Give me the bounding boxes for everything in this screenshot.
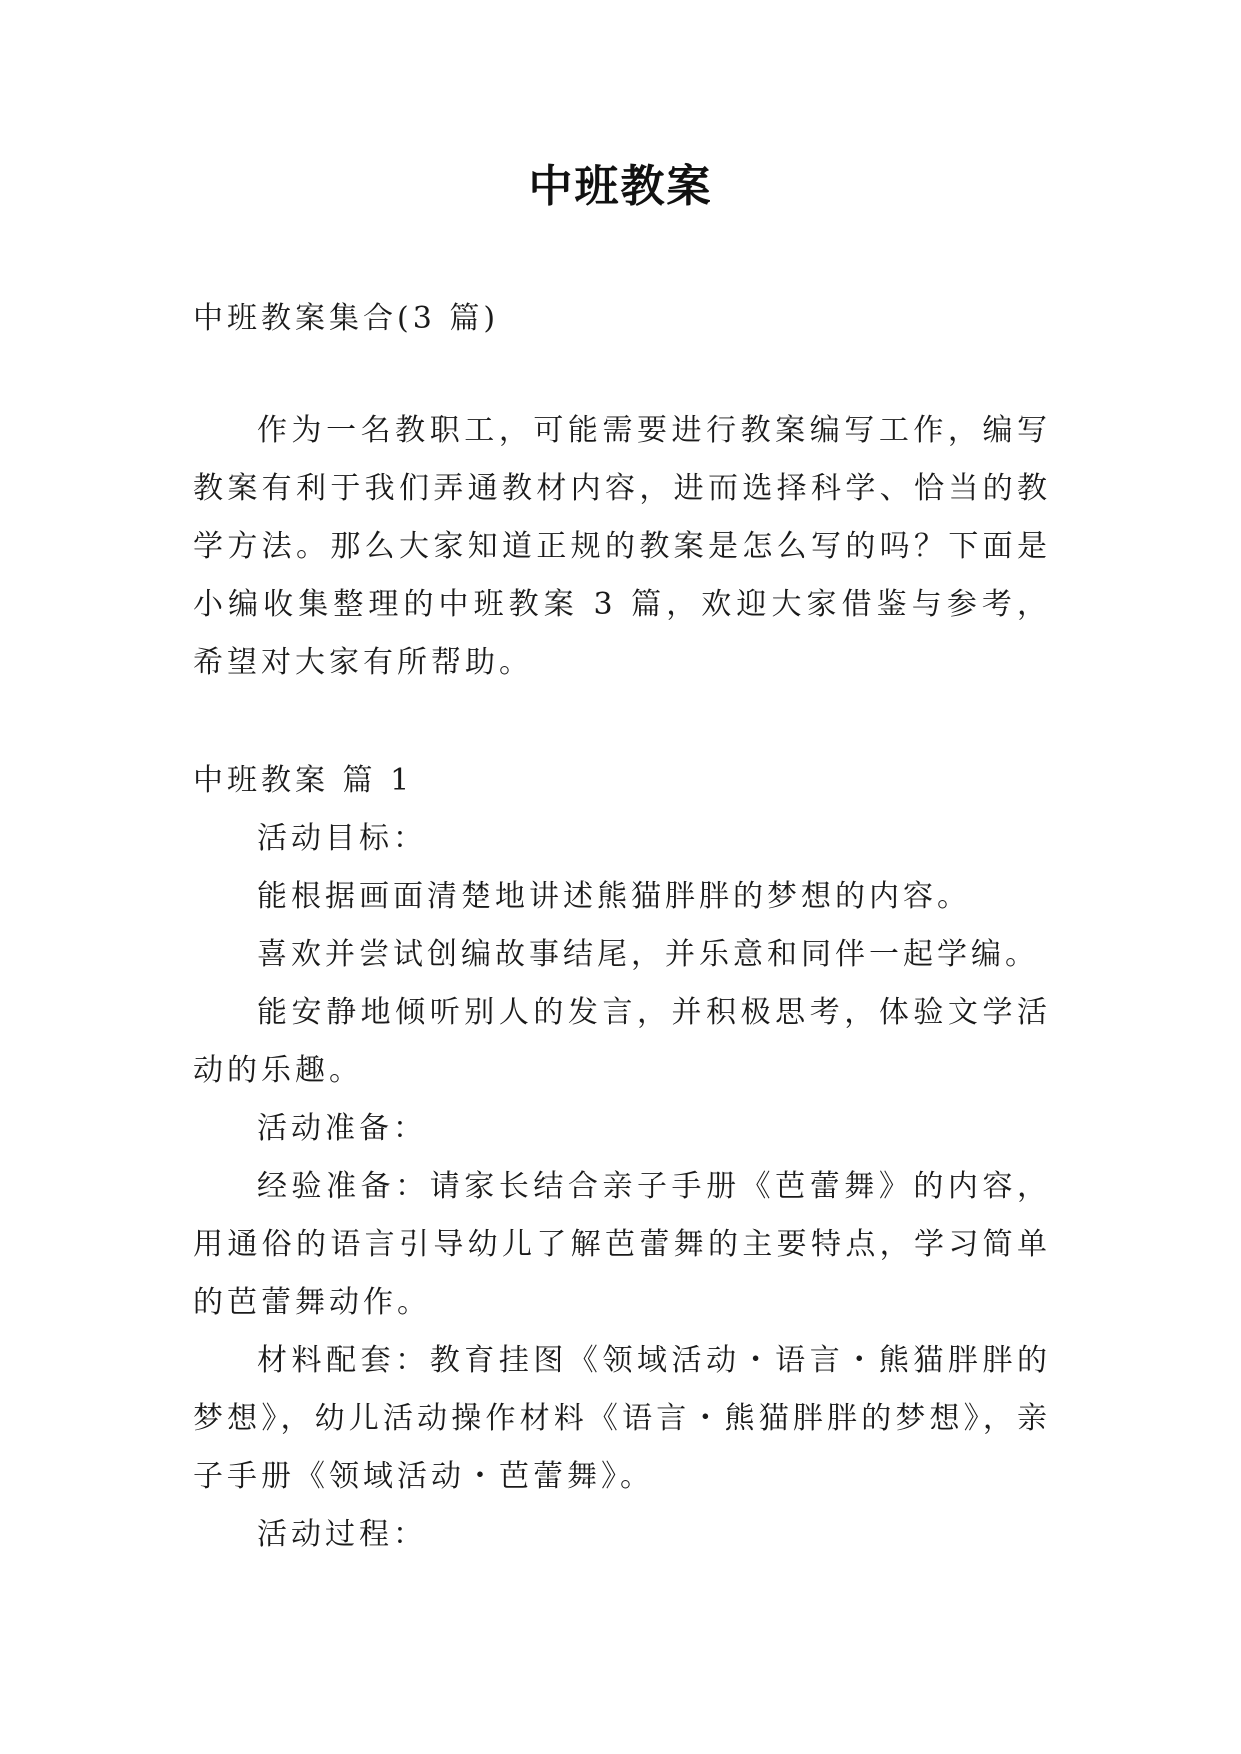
paragraph-goal-label: 活动目标： [257,821,427,856]
article-section [193,752,1051,1564]
paragraph-goal-1: 能根据画面清楚地讲述熊猫胖胖的梦想的内容。 [257,879,971,914]
paragraph-experience-prep: 经验准备：请家长结合亲子手册《芭蕾舞》的内容，用通俗的语言引导幼儿了解芭蕾舞的主要特点，学习简单的芭蕾舞动作。 [193,1169,1051,1320]
paragraph-goal-2: 喜欢并尝试创编故事结尾，并乐意和同伴一起学编。 [257,937,1039,972]
paragraph-materials: 材料配套：教育挂图《领域活动・语言・熊猫胖胖的梦想》，幼儿活动操作材料《语言・熊猫胖胖的梦想》，亲子手册《领域活动・芭蕾舞》。 [193,1343,1051,1494]
paragraph-prep-label: 活动准备： [257,1111,427,1146]
paragraph-process-label: 活动过程： [257,1517,427,1552]
intro-paragraph [193,402,1051,692]
document-title: 中班教案 [528,161,713,212]
collection-subtitle [193,290,1051,348]
intro-text: 作为一名教职工，可能需要进行教案编写工作，编写教案有利于我们弄通教材内容，进而选择科学、恰当的教学方法。那么大家知道正规的教案是怎么写的吗？下面是小编收集整理的中班教案 3 篇，欢迎大家借鉴与参考，希望对大家有所帮助。 [193,413,1051,680]
article-heading: 中班教案 篇 1 [193,763,414,798]
subtitle-text: 中班教案集合(3 篇) [193,301,500,336]
paragraph-goal-3: 能安静地倾听别人的发言，并积极思考，体验文学活动的乐趣。 [193,995,1051,1088]
